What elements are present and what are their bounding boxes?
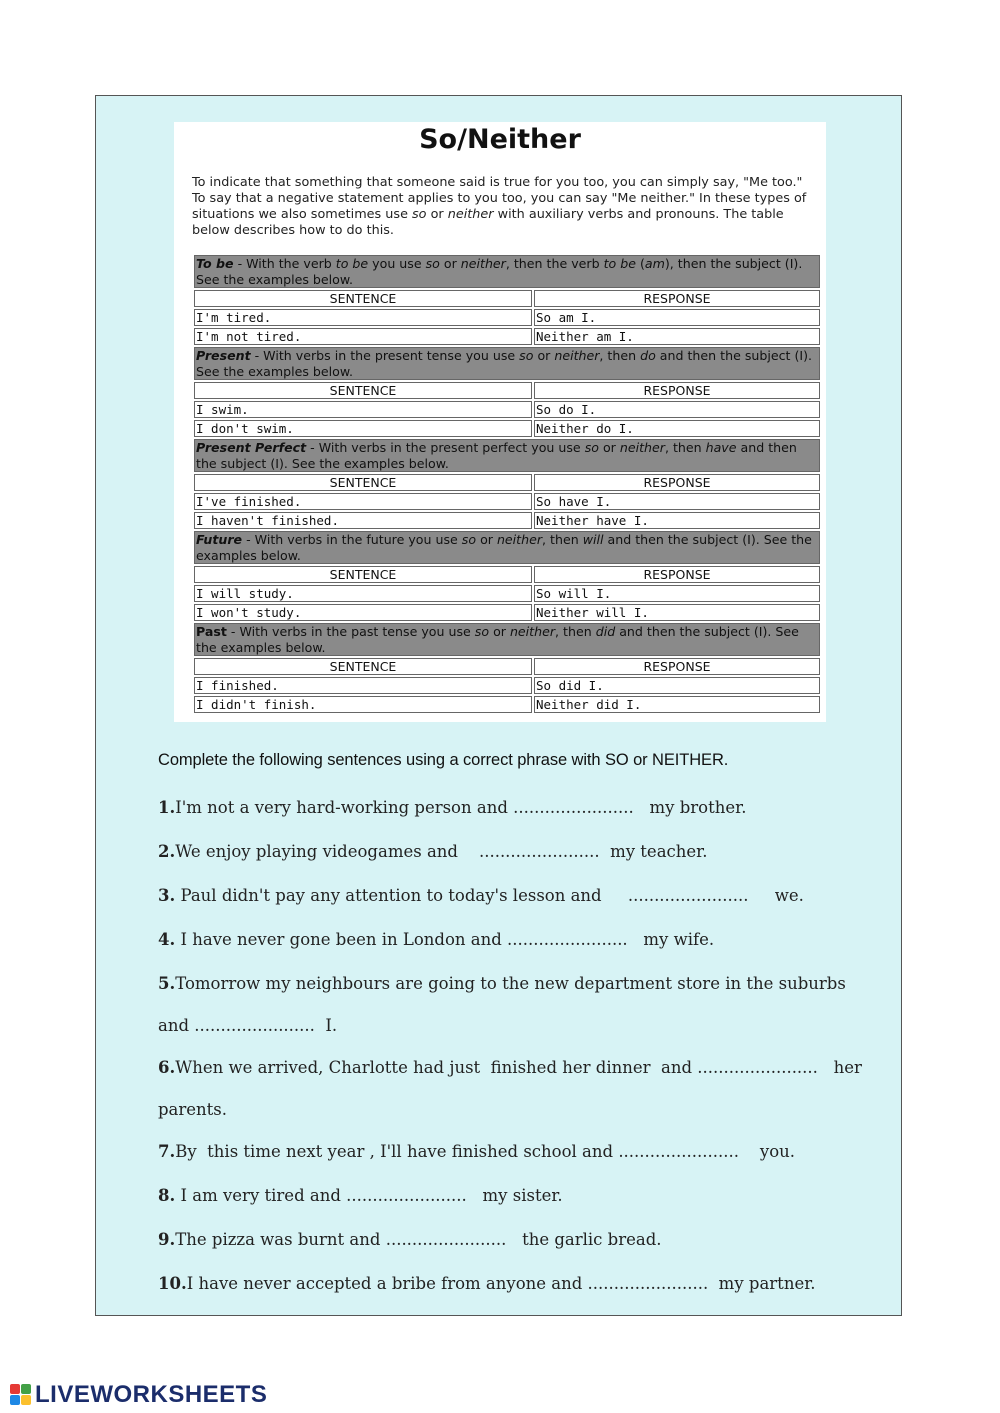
example-response: Neither am I. — [534, 328, 820, 345]
logo-text: LIVEWORKSHEETS — [35, 1381, 268, 1408]
example-sentence: I've finished. — [194, 493, 532, 510]
example-sentence: I'm tired. — [194, 309, 532, 326]
item-number: 5. — [158, 974, 176, 993]
exercise-item-continuation: parents. — [158, 1100, 228, 1119]
response-header: RESPONSE — [534, 382, 820, 399]
response-header: RESPONSE — [534, 474, 820, 491]
example-response: So have I. — [534, 493, 820, 510]
sentence-header: SENTENCE — [194, 566, 532, 583]
section-lead: Future — [196, 532, 243, 547]
item-text: By this time next year , I'll have finished school and ....................... you. — [175, 1142, 796, 1161]
logo-icon — [10, 1384, 32, 1406]
example-response: So did I. — [534, 677, 820, 694]
section-lead: Past — [196, 624, 227, 639]
grammar-table — [192, 253, 822, 715]
exercise-item — [158, 1230, 878, 1249]
section-description: Future - With verbs in the future you use so or neither, then will and then the subject (I). See the examples below. — [194, 531, 820, 564]
item-text: I'm not a very hard-working person and ....................... my brother. — [175, 798, 747, 817]
page-title: So/Neither — [419, 124, 581, 155]
sentence-header: SENTENCE — [194, 382, 532, 399]
exercise-instruction: Complete the following sentences using a correct phrase with SO or NEITHER. — [158, 751, 729, 769]
example-response: Neither will I. — [534, 604, 820, 621]
example-sentence: I will study. — [194, 585, 532, 602]
example-sentence: I'm not tired. — [194, 328, 532, 345]
exercise-item — [158, 930, 878, 949]
exercise-item — [158, 1186, 878, 1205]
section-description: Present Perfect - With verbs in the present perfect you use so or neither, then have and then the subject (I). See the examples below. — [194, 439, 820, 472]
item-text: I am very tired and ....................... my sister. — [175, 1186, 563, 1205]
sentence-header: SENTENCE — [194, 474, 532, 491]
response-header: RESPONSE — [534, 290, 820, 307]
liveworksheets-logo — [10, 1381, 267, 1409]
example-sentence: I swim. — [194, 401, 532, 418]
example-response: So do I. — [534, 401, 820, 418]
item-number: 6. — [158, 1058, 176, 1077]
exercise-item — [158, 798, 878, 817]
section-lead: Present — [196, 348, 251, 363]
exercise-item-continuation: and ....................... I. — [158, 1016, 338, 1035]
item-number: 8. — [158, 1186, 176, 1205]
section-description: Past - With verbs in the past tense you use so or neither, then did and then the subject (I). See the examples below. — [194, 623, 820, 656]
item-text: We enjoy playing videogames and ....................... my teacher. — [175, 842, 708, 861]
example-sentence: I didn't finish. — [194, 696, 532, 713]
response-header: RESPONSE — [534, 566, 820, 583]
section-lead: Present Perfect — [196, 440, 307, 455]
example-sentence: I don't swim. — [194, 420, 532, 437]
example-response: Neither do I. — [534, 420, 820, 437]
intro-paragraph: To indicate that something that someone said is true for you too, you can simply say, "Me too." To say that a negative statement applies to you too, you can say "Me neither." In these types of situations we also sometimes use so or neither with auxiliary verbs and pronouns. The table below describes how to do this. — [192, 175, 807, 238]
item-text: When we arrived, Charlotte had just finished her dinner and ....................... her — [175, 1058, 862, 1077]
example-sentence: I finished. — [194, 677, 532, 694]
item-text: I have never accepted a bribe from anyone and ....................... my partner. — [186, 1274, 816, 1293]
example-response: Neither have I. — [534, 512, 820, 529]
item-text: Paul didn't pay any attention to today's lesson and ....................... we. — [175, 886, 804, 905]
item-number: 10. — [158, 1274, 187, 1293]
worksheet-panel — [95, 95, 902, 1316]
section-description: Present - With verbs in the present tense you use so or neither, then do and then the subject (I). See the examples below. — [194, 347, 820, 380]
section-lead: To be — [196, 256, 234, 271]
item-text: I have never gone been in London and ....................... my wife. — [175, 930, 715, 949]
example-response: So am I. — [534, 309, 820, 326]
item-number: 3. — [158, 886, 176, 905]
response-header: RESPONSE — [534, 658, 820, 675]
example-response: So will I. — [534, 585, 820, 602]
item-number: 1. — [158, 798, 176, 817]
example-response: Neither did I. — [534, 696, 820, 713]
exercise-item — [158, 842, 878, 861]
item-number: 7. — [158, 1142, 176, 1161]
exercise-item — [158, 1274, 878, 1293]
item-number: 9. — [158, 1230, 176, 1249]
item-text: The pizza was burnt and ....................... the garlic bread. — [175, 1230, 662, 1249]
grammar-card — [174, 122, 826, 722]
section-description: To be - With the verb to be you use so or neither, then the verb to be (am), then the subject (I). See the examples below. — [194, 255, 820, 288]
example-sentence: I haven't finished. — [194, 512, 532, 529]
item-number: 4. — [158, 930, 176, 949]
example-sentence: I won't study. — [194, 604, 532, 621]
item-text: Tomorrow my neighbours are going to the new department store in the suburbs — [175, 974, 846, 993]
sentence-header: SENTENCE — [194, 290, 532, 307]
sentence-header: SENTENCE — [194, 658, 532, 675]
exercise-item — [158, 1142, 878, 1161]
exercise-item — [158, 1058, 878, 1077]
exercise-item — [158, 886, 878, 905]
item-number: 2. — [158, 842, 176, 861]
exercise-item — [158, 974, 878, 993]
